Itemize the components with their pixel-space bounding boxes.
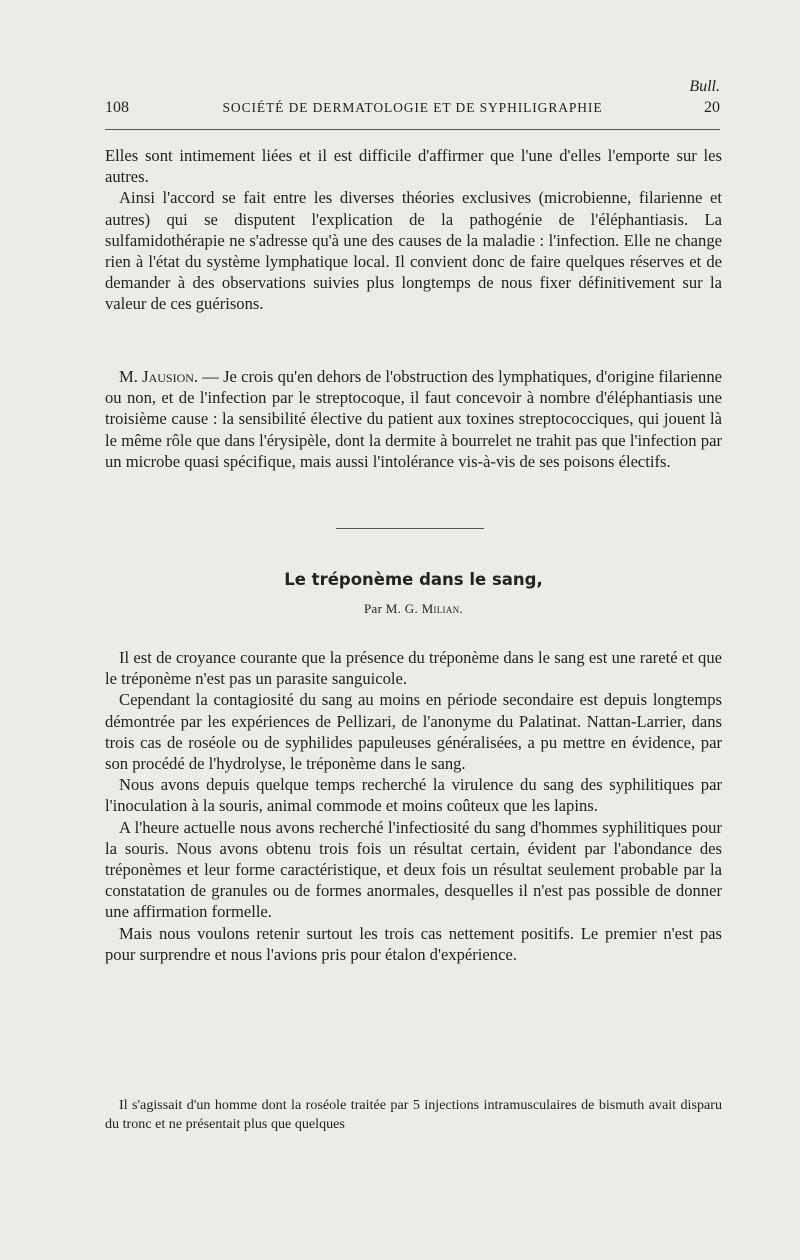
discussion-continuation — [105, 145, 722, 315]
paragraph: Elles sont intimement liées et il est difficile d'affirmer que l'une d'elles l'emporte sur les autres. — [105, 146, 722, 187]
paragraph — [105, 366, 722, 472]
paragraph: A l'heure actuelle nous avons recherché l'infectiosité du sang d'hommes syphilitiques pour la souris. Nous avons obtenu trois fois un résultat certain, évident par l'abondance des tréponèmes et leur forme caractéristique, et deux fois un résultat seulement probable par la constatation de granules ou de formes anormales, desquelles il n'est pas possible de donner une affirmation formelle. — [105, 817, 722, 922]
remark-text: — Je crois qu'en dehors de l'obstruction des lymphatiques, d'origine filarienne ou non, et de l'infection par le streptocoque, il faut concevoir à nombre d'éléphantiasis une troisième cause : la sensibilité élective du patient aux toxines streptococciques, qui jouent là le même rôle que dans l'érysipèle, dont la dermite à bourrelet ne trahit pas que l'infection par un microbe quasi spécifique, mais aussi l'intolérance vis-à-vis de ses poisons électifs. — [105, 367, 722, 471]
paragraph: Nous avons depuis quelque temps recherché la virulence du sang des syphilitiques par l'inoculation à la souris, animal commode et moins coûteux que les lapins. — [105, 775, 722, 816]
paragraph: Ainsi l'accord se fait entre les diverses théories exclusives (microbienne, filarienne et autres) qui se disputent l'explication de la pathogénie de l'éléphantiasis. La sulfamidothérapie ne s'adresse qu'à une des causes de la maladie : l'infection. Elle ne change rien à l'état du système lymphatique local. Il convient donc de faire quelques réserves et de demander à des observations suivies plus longtemps de nous fixer définitivement sur la valeur de ces guérisons. — [105, 188, 722, 314]
page-number: 108 — [105, 99, 129, 116]
paragraph: Il est de croyance courante que la présence du tréponème dans le sang est une rareté et que le tréponème n'est pas un parasite sanguicole. — [105, 648, 722, 689]
section-separator — [336, 528, 484, 529]
speaker-name: M. Jausion. — [119, 367, 199, 386]
article-title: Le tréponème dans le sang, — [284, 570, 543, 589]
header-rule — [105, 129, 720, 130]
volume-number: 20 — [704, 99, 720, 116]
paragraph: Mais nous voulons retenir surtout les trois cas nettement positifs. Le premier n'est pas pour surprendre et nous l'avions pris pour étalon d'expérience. — [105, 923, 722, 964]
jausion-remark — [105, 366, 722, 472]
running-header — [105, 99, 720, 121]
paragraph: Cependant la contagiosité du sang au moins en période secondaire est depuis longtemps démontrée par les expériences de Pellizari, de l'anonyme du Palatinat. Nattan-Larrier, dans trois cas de roséole ou de syphilides papuleuses généralisées, a pu mettre en évidence, par son procédé de l'hydrolyse, le tréponème dans le sang. — [105, 690, 722, 774]
article-byline — [105, 601, 722, 617]
running-title: SOCIÉTÉ DE DERMATOLOGIE ET DE SYPHILIGRAPHIE — [222, 100, 603, 115]
footnote — [105, 1096, 722, 1134]
footnote-text: Il s'agissait d'un homme dont la roséole traitée par 5 injections intramusculaires de bismuth avait disparu du tronc et ne présentait plus que quelques — [105, 1097, 722, 1132]
byline-prefix: Par M. G. — [364, 601, 422, 616]
article-body — [105, 647, 722, 965]
bulletin-label: Bull. — [689, 78, 720, 95]
author-name: Milian. — [421, 601, 463, 616]
